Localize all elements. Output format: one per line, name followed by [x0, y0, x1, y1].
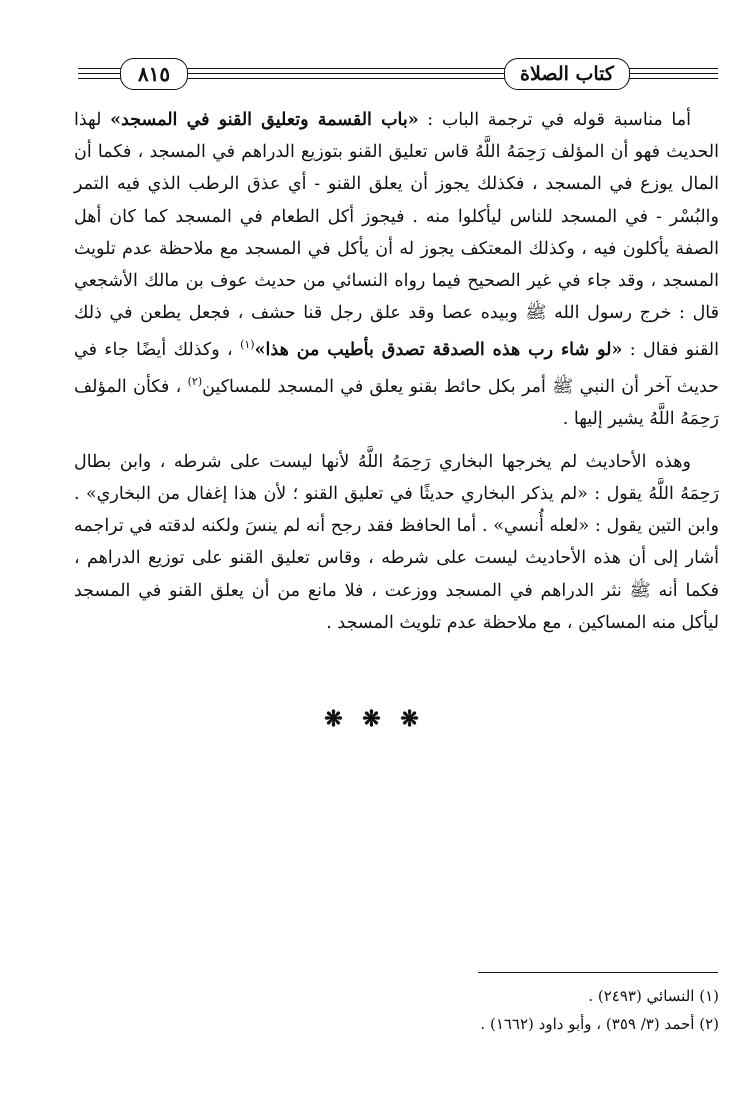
paragraph-2: وهذه الأحاديث لم يخرجها البخاري رَحِمَهُ اللَّهُ لأنها ليست على شرطه ، وابن بطال رَحِمَهُ اللَّهُ يقول : «لم يذكر البخاري حديثًا في تعليق القنو ؛ لأن هذا إغفال من البخاري» . وابن التين يقول : «لعله أُنسي» . أما الحافظ فقد رجح أنه لم ينسَ ولكنه لدقته في تراجمه أشار إلى أن هذه الأحاديث ليست على شرطه ، وقاس تعليق القنو على توزيع الدراهم ، فكما أنه ﷺ نثر الدراهم في المسجد ووزعت ، فلا مانع من أن يعلق القنو في المسجد ليأكل منه المساكين ، مع ملاحظة عدم تلويث المسجد . — [74, 451, 719, 633]
text-run: لهذا الحديث فهو أن المؤلف رَحِمَهُ اللَّهُ قاس تعليق القنو بتوزيع الدراهم في المسجد ، فكما أن المال يوزع في المسجد ، فكذلك يجوز أن يعلق القنو - أي عذق الرطب الذي فيه التمر والبُسْر - في المسجد للناس ليأكلوا منه . فيجوز أكل الطعام في المسجد كما كان أهل الصفة يأكلون فيه ، وكذلك المعتكف يجوز له أن يأكل في المسجد مع ملاحظة عدم تلويث المسجد ، وقد جاء في غير الصحيح فيما رواه النسائي من حديث عوف بن مالك الأشجعي قال : خرج رسول الله ﷺ وبيده عصا وقد علق رجل قنا حشف ، فجعل يطعن في ذلك القنو فقال : — [74, 110, 720, 361]
footnote-divider — [478, 972, 718, 973]
page-number: ٨١٥ — [120, 58, 188, 90]
paragraph-1 — [74, 104, 719, 436]
footnote-ref-1: (١) — [240, 338, 255, 352]
main-text — [74, 104, 719, 639]
footnote-ref-2: (٢) — [187, 375, 203, 389]
page-header — [78, 52, 718, 96]
section-separator: ❋ ❋ ❋ — [324, 706, 425, 732]
footnote-1: (١) النسائي (٢٤٩٣) . — [588, 987, 719, 1005]
text-run: ، وكذلك أيضًا جاء في حديث آخر أن النبي ﷺ أمر بكل حائط بقنو يعلق في المسجد للمساكين — [74, 340, 719, 398]
footnote-2: (٢) أحمد (٣/ ٣٥٩) ، وأبو داود (١٦٦٢) . — [480, 1015, 719, 1033]
text-run: ، فكأن المؤلف رَحِمَهُ اللَّهُ يشير إليها . — [74, 377, 719, 430]
bold-quote: «لو شاء رب هذه الصدقة تصدق بأطيب من هذا» — [254, 340, 623, 361]
bold-quote: «باب القسمة وتعليق القنو في المسجد» — [110, 110, 419, 130]
text-run: أما مناسبة قوله في ترجمة الباب : — [418, 110, 691, 130]
chapter-title: كتاب الصلاة — [504, 58, 630, 90]
footnotes — [74, 982, 719, 1038]
